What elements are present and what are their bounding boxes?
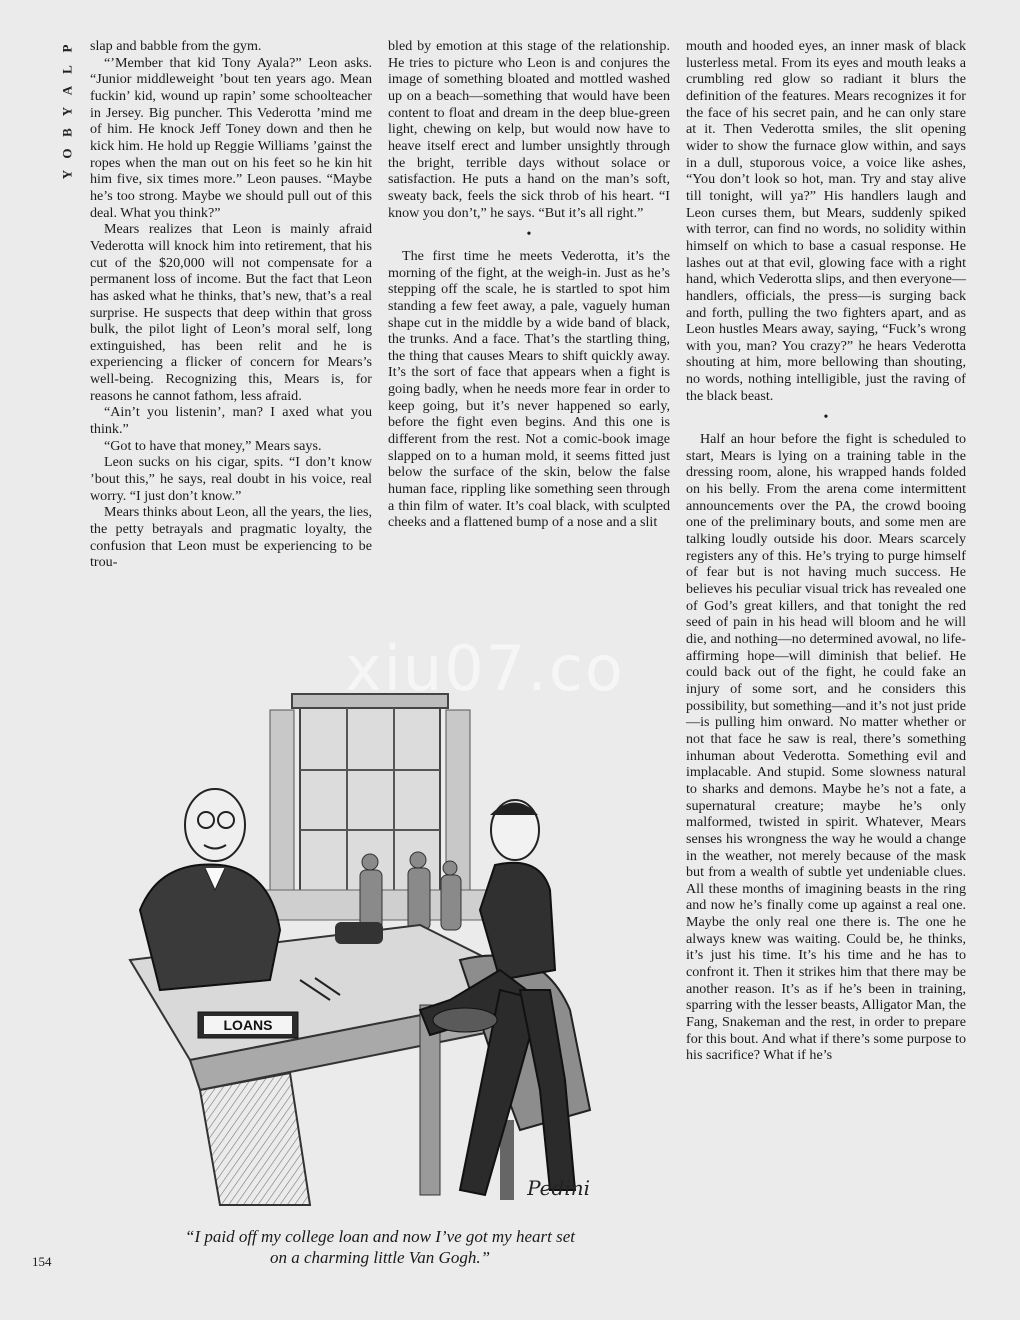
article-paragraph: “Ain’t you listenin’, man? I axed what you think.” xyxy=(90,404,372,438)
brand-vertical xyxy=(58,38,76,185)
caption-line-2: on a charming little Van Gogh.” xyxy=(269,1248,491,1267)
article-paragraph: Mears realizes that Leon is mainly afraid Vederotta will knock him into retirement, that his cut of the $20,000 will not compensate for a permanent loss of income. But the fact that Leon has asked what he thinks, that’s new, that’s a real surprise. He suspects that deep within that gross bulk, the pilot light of Leon’s moral self, long extinguished, has been relit and he is experiencing a flicker of concern for Mears’s well-being. Recognizing this, Mears is, for reasons he cannot fathom, less afraid. xyxy=(90,221,372,404)
article-paragraph: Half an hour before the fight is scheduled to start, Mears is lying on a training table in the dressing room, alone, his wrapped hands folded on his belly. From the arena come intermittent announcements over the PA, the crowd booing one of the preliminary bouts, and some men are talking loudly outside his door. Mears scarcely registers any of this. He’s trying to purge himself of fear but is not having much success. He believes his peculiar visual trick has revealed one of God’s great killers, and that tonight the red seed of pain in his head will bloom and he will die, and nothing—no determined avowal, no life-affirming hope—will diminish that belief. He could back out of the fight, he could fake an injury of some sort, and he considers this possibility, but something—and it’s not just pride—is pulling him onward. No matter whether or not that face he saw is real, there’s something inhuman about Vederotta. Something evil and implacable. And stupid. Some slowness natural to sharks and demons. Maybe he’s not a fate, a supernatural creature; maybe he’s only malformed, twisted in spirit. Whatever, Mears senses his wrongness the way he would a change in the weather, not merely because of the mask but from a wealth of subtle yet undeniable clues. All these months of imagining beasts in the ring and now he’s finally come up against a real one. Maybe the only real one there is. The one he always knew was waiting. Could be, he thinks, it’s just his time. It’s his time and he has to confront it. Then it strikes him that there may be another reason. It’s as if he’s been in training, sparring with the lesser beasts, Alligator Man, the Fang, Snakeman and the rest, in order to prepare for this bout. And what if there’s some purpose to his sacrifice? What if he’s xyxy=(686,431,966,1064)
section-break-bullet: • xyxy=(823,410,829,426)
article-paragraph: “’Member that kid Tony Ayala?” Leon asks. “Junior middleweight ’bout ten years ago. Mean fuckin’ kid, wound up rapin’ some schoolteacher in Jersey. Big puncher. This Vederotta ’mind me of him. He knock Jeff Toney down and then he kick him. He hold up Reggie Williams ’gainst the ropes when the man out on his feet so he kin hit him five, six times more.” Leon pauses. “Maybe he’s too strong. Maybe we should pull out of this deal. What you think?” xyxy=(90,54,372,221)
caption-line-1: “I paid off my college loan and now I’ve got my heart set xyxy=(185,1227,575,1246)
cartoon-drawing xyxy=(120,690,640,1210)
hat xyxy=(433,1008,497,1032)
brand-letter: A xyxy=(59,85,75,96)
page-number: 154 xyxy=(32,1254,52,1269)
brand-letter: P xyxy=(59,44,75,53)
text-column-2 xyxy=(388,38,670,531)
article-paragraph: Mears thinks about Leon, all the years, the lies, the petty betrayals and pragmatic loyalty, the confusion that Leon must be experiencing to be trou- xyxy=(90,504,372,571)
article-paragraph: slap and babble from the gym. xyxy=(90,38,262,54)
text-column-1 xyxy=(90,38,372,571)
cartoon-illustration xyxy=(120,690,640,1210)
telephone xyxy=(335,922,383,944)
article-paragraph: mouth and hooded eyes, an inner mask of black lusterless metal. From its eyes and mouth leaks a crumbling red glow so radiant it blurs the definition of the features. Mears recognizes it for the face of his secret pain, and he can only stare at it. Then Vederotta smiles, the slit opening wider to show the furnace glow within, and says in a dull, stuporous voice, a voice like ashes, “You don’t look so hot, man. Try and stay alive till tonight, will ya?” His handlers laugh and Leon curses them, but Mears, suddenly spiked with terror, can find no words, no solidity within himself on which to base a casual response. He lashes out at that evil, glowing face with a right hand, which Vederotta slips, and then everyone—handlers, officials, the press—is surging back and forth, pulling the two fighters apart, and as Leon hustles Mears away, saying, “Fuck’s wrong with you, man? You crazy?” he hears Vederotta shouting at him, more bellowing than shouting, no words, nothing intelligible, just the raving of the black beast. xyxy=(686,38,966,404)
banker-figure xyxy=(140,789,280,990)
article-paragraph: Leon sucks on his cigar, spits. “I don’t know ’bout this,” he says, real doubt in his voice, real worry. “I just don’t know.” xyxy=(90,454,372,504)
watermark: xiu07.co xyxy=(345,632,625,705)
article-paragraph: “Got to have that money,” Mears says. xyxy=(104,437,322,454)
cartoonist-signature: Pedini xyxy=(527,1176,590,1200)
brand-letter: Y xyxy=(59,106,75,117)
loans-sign xyxy=(198,1012,298,1038)
brand-letter: L xyxy=(59,65,75,74)
section-break-bullet: • xyxy=(526,227,532,243)
brand-letter: O xyxy=(59,148,75,159)
cartoon-caption xyxy=(120,1226,640,1268)
brand-letter: B xyxy=(59,128,75,137)
text-column-3 xyxy=(686,38,966,1064)
article-paragraph: bled by emotion at this stage of the relationship. He tries to picture who Leon is and conjures the image of something bloated and mottled washed up on a beach—something that would have been content to float and dream in the deep blue-green light, chewing on kelp, but would now have to heave itself erect and lumber unsightly through the bright, terrible days without solace or satisfaction. He puts a hand on the man’s soft, sweaty back, feels the sick throb of his heart. “I know you don’t,” he says. “But it’s all right.” xyxy=(388,38,670,221)
brand-letter: Y xyxy=(59,169,75,180)
loans-sign-text: LOANS xyxy=(223,1017,273,1033)
article-paragraph: The first time he meets Vederotta, it’s the morning of the fight, at the weigh-in. Just as he’s stepping off the scale, he is startled to spot him standing a few feet away, a pale, vaguely human shape cut in the middle by a wide band of black, the trunks. And a face. That’s the startling thing, the thing that causes Mears to shift quickly away. It’s the sort of face that appears when a fight is going badly, when he needs more fear in order to keep going, but it’s never happened so early, before the fight even begins. And this one is different from the rest. Not a comic-book image slapped on to a human mold, it seems fitted just below the surface of the skin, below the false human face, rippling like something seen through a thin film of water. It’s coal black, with sculpted cheeks and a flattened bump of a nose and a slit xyxy=(388,247,670,531)
